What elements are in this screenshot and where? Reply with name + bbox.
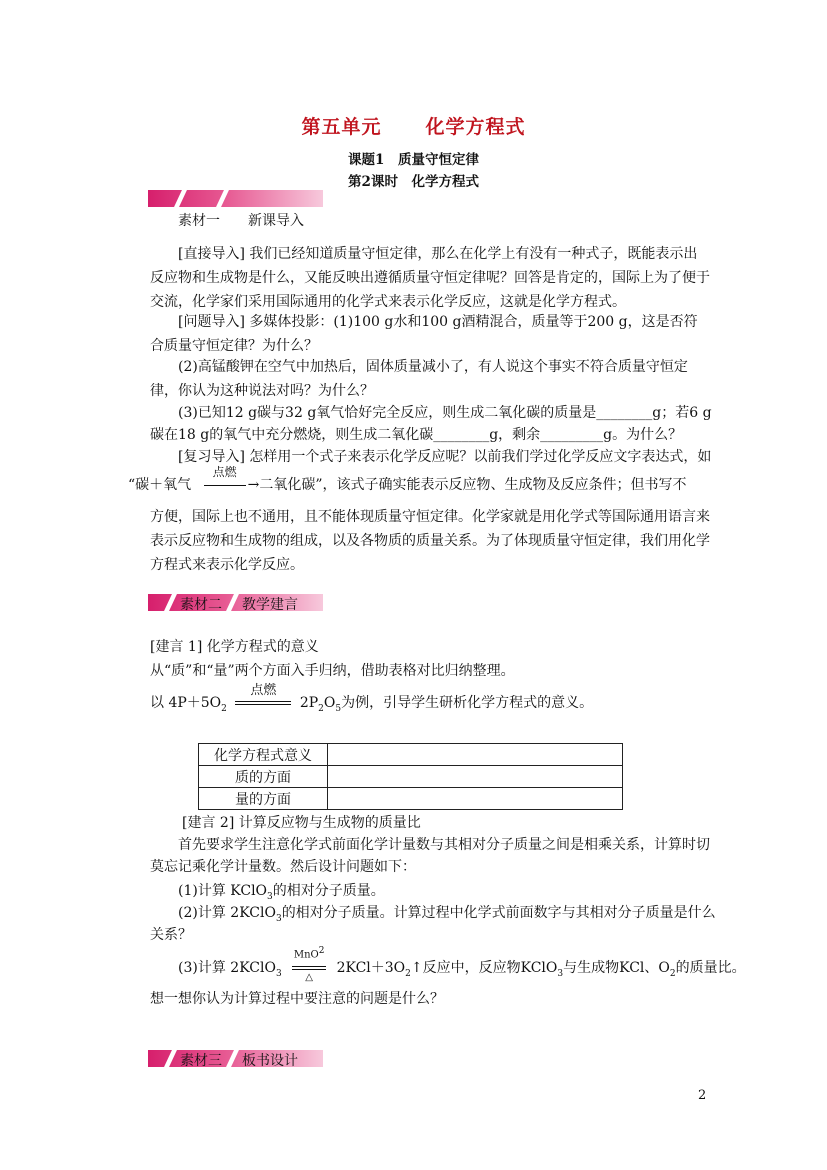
- table-row: [199, 766, 623, 788]
- paragraph-question-3a: (3)已知12 g碳与32 g氧气恰好完全反应，则生成二氧化碳的质量是________g；若6 g: [178, 405, 712, 421]
- q3-subscript: 3: [275, 968, 282, 979]
- catalyst-label: [292, 946, 326, 960]
- q3-products: 2KCl＋3O: [336, 960, 406, 976]
- unit-number: 第五单元: [301, 116, 382, 138]
- paragraph-question-3b: 碳在18 g的氧气中充分燃烧，则生成二氧化碳________g，剩余_________g。为什么？: [150, 427, 683, 443]
- question-4: 想一想你认为计算过程中要注意的问题是什么？: [150, 991, 444, 1007]
- q3-mid2: 与生成物KCl、O: [563, 960, 670, 976]
- question-3: [178, 946, 746, 983]
- eq-subscript: 2: [221, 703, 227, 714]
- equation-meaning-table: [198, 743, 623, 810]
- page-number: 2: [698, 1088, 707, 1103]
- section1-label-title: 新课导入: [248, 213, 304, 229]
- q3-text: (3)计算 2KClO: [178, 960, 276, 976]
- reaction-condition-catalyst: [292, 946, 326, 983]
- eq-subscript: 5: [335, 703, 342, 714]
- lesson-title: 课题1 质量守恒定律: [348, 152, 479, 168]
- eq-product-o: O: [323, 695, 336, 711]
- q3-subscript: 2: [669, 968, 676, 979]
- eq-product: 2P: [299, 695, 319, 711]
- paragraph-question-2: (2)高锰酸钾在空气中加热后，固体质量减小了，有人说这个事实不符合质量守恒定律，你认为这种说法对吗？为什么？: [150, 359, 688, 399]
- q1-subscript: 3: [267, 891, 273, 902]
- section1-heading: [178, 210, 304, 230]
- paragraph-chem-equation-def: 方便，国际上也不通用，且不能体现质量守恒定律。化学家就是用化学式等国际通用语言来表示反应物和生成物的组成，以及各物质的质量关系。为了体现质量守恒定律，我们用化学方程式来表示化学反应。: [150, 509, 710, 573]
- phosphorus-equation: [150, 683, 594, 714]
- table-cell-label: 质的方面: [199, 766, 328, 788]
- question-2-continued: 关系？: [150, 927, 192, 943]
- q3-mid: ↑反应中，反应物KClO: [410, 960, 558, 976]
- section-banner-1: [148, 190, 323, 207]
- word-eq-products: →二氧化碳”，该式子确实能表示反应物、生成物及反应条件；但书写不: [247, 477, 687, 493]
- q2-text: (2)计算 2KClO: [178, 905, 276, 921]
- table-row: [199, 788, 623, 810]
- word-equation: [128, 465, 687, 494]
- period-title: 第2课时 化学方程式: [348, 174, 479, 190]
- suggestion-2-text: 首先要求学生注意化学式前面化学计量数与其相对分子质量之间是相乘关系，计算时切莫忘记乘化学计量数。然后设计问题如下：: [150, 837, 710, 875]
- q1-tail: 的相对分子质量。: [272, 883, 385, 899]
- paragraph-question-intro: [问题导入] 多媒体投影：(1)100 g水和100 g酒精混合，质量等于200 g，这是否符合质量守恒定律？为什么？: [150, 314, 698, 354]
- eq-subscript: 2: [318, 703, 324, 714]
- condition-label: 点燃: [250, 683, 277, 698]
- question-1: [178, 880, 385, 902]
- section2-heading: [180, 594, 298, 614]
- reaction-condition: [204, 465, 246, 493]
- section3-heading: [180, 1050, 298, 1070]
- heat-icon: △: [305, 972, 313, 983]
- suggestion-2-title: [建言 2] 计算反应物与生成物的质量比: [182, 815, 421, 831]
- table-cell-label: 化学方程式意义: [199, 744, 328, 766]
- q3-tail: 的质量比。: [675, 960, 746, 976]
- unit-title: [0, 112, 827, 139]
- q3-subscript: 3: [557, 968, 564, 979]
- paragraph-review-intro: [复习导入] 怎样用一个式子来表示化学反应呢？以前我们学过化学反应文字表达式，如: [178, 449, 712, 465]
- q2-subscript: 3: [275, 913, 282, 924]
- q2-tail: 的相对分子质量。计算过程中化学式前面数字与其相对分子质量是什么: [281, 905, 716, 921]
- section2-label-number: 素材二: [180, 597, 222, 613]
- catalyst-formula: MnO: [293, 949, 319, 961]
- section1-label-number: 素材一: [178, 213, 220, 229]
- suggestion-1-text: 从“质”和“量”两个方面入手归纳，借助表格对比归纳整理。: [150, 663, 515, 679]
- table-cell-value: [328, 744, 623, 766]
- table-cell-value: [328, 766, 623, 788]
- catalyst-subscript: 2: [318, 946, 325, 956]
- reaction-condition-ignite: [235, 683, 291, 711]
- word-eq-reactants: “碳＋氧气: [128, 477, 192, 493]
- table-cell-value: [328, 788, 623, 810]
- suggestion-1-title: [建言 1] 化学方程式的意义: [150, 639, 319, 655]
- q1-text: (1)计算 KClO: [178, 883, 268, 899]
- condition-ignite-label: 点燃: [212, 465, 237, 479]
- question-2: [178, 902, 716, 924]
- eq-reactants: 以 4P＋5O: [150, 695, 222, 711]
- q3-subscript: 2: [405, 968, 411, 979]
- paragraph-direct-intro: [直接导入] 我们已经知道质量守恒定律，那么在化学上有没有一种式子，既能表示出反应物和生成物是什么，又能反映出遵循质量守恒定律呢？回答是肯定的，国际上为了便于交流，化学家们采用国际通用的化学式来表示化学反应，这就是化学方程式。: [150, 246, 710, 310]
- eq-tail-text: 为例，引导学生研析化学方程式的意义。: [341, 695, 594, 711]
- unit-name: 化学方程式: [425, 116, 526, 138]
- section2-label-title: 教学建言: [242, 597, 298, 613]
- table-row: [199, 744, 623, 766]
- section3-label-number: 素材三: [180, 1053, 222, 1069]
- section3-label-title: 板书设计: [242, 1053, 298, 1069]
- table-cell-label: 量的方面: [199, 788, 328, 810]
